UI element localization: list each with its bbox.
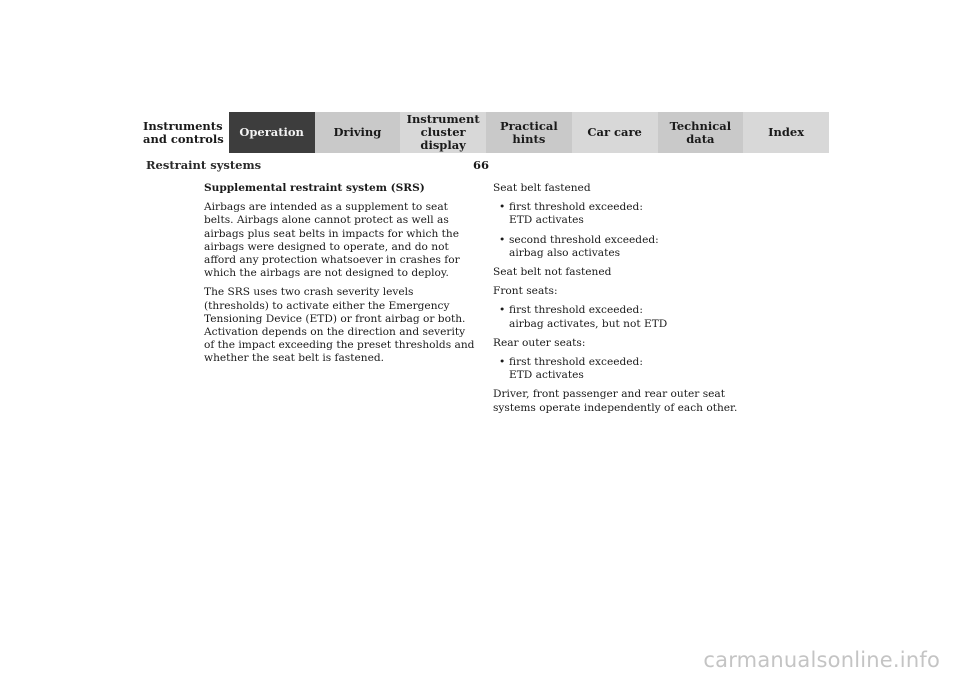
bullet-icon: • <box>499 304 506 317</box>
bullet-icon: • <box>499 233 506 246</box>
list-item <box>493 201 753 227</box>
tab-driving[interactable]: Driving <box>315 112 401 153</box>
srs-heading: Supplemental restraint system (SRS) <box>204 182 425 194</box>
right-column <box>493 182 753 421</box>
page-number: 66 <box>473 158 490 172</box>
front-seats-label: Front seats: <box>493 285 558 298</box>
bullet-text: first threshold exceeded: airbag activates, but not ETD <box>509 304 668 330</box>
list-item <box>493 356 753 382</box>
tab-car-care[interactable]: Car care <box>572 112 658 153</box>
list-item <box>493 234 753 260</box>
paragraph-airbags-supplement: Airbags are intended as a supplement to seat belts. Airbags alone cannot protect as well as airbags plus seat belts in impacts for which the airbags were designed to operate, and do not afford any protection whatsoever in crashes for which the airbags are not designed to deploy. <box>204 201 460 280</box>
bullet-text: first threshold exceeded: ETD activates <box>509 201 643 227</box>
section-title: Restraint systems <box>146 158 262 172</box>
seat-belt-fastened-label: Seat belt fastened <box>493 182 591 194</box>
bullet-text: first threshold exceeded: ETD activates <box>509 356 643 382</box>
rear-outer-seats-label: Rear outer seats: <box>493 336 586 349</box>
tab-practical-hints[interactable]: Practical hints <box>486 112 572 153</box>
tab-operation[interactable]: Operation <box>229 112 315 153</box>
paragraph-srs-thresholds: The SRS uses two crash severity levels (thresholds) to activate either the Emergency Tensioning Device (ETD) or front airbag or both. Activation depends on the direction and severity of the impact exceeding the preset thresholds and whether the seat belt is fastened. <box>204 286 475 365</box>
tab-index[interactable]: Index <box>743 112 829 153</box>
tab-technical-data[interactable]: Technical data <box>658 112 744 153</box>
list-item <box>493 304 753 330</box>
bullet-icon: • <box>499 201 506 214</box>
tab-instrument-cluster-display[interactable]: Instrument cluster display <box>400 112 486 153</box>
bullet-text: second threshold exceeded: airbag also activates <box>509 233 659 259</box>
tab-instruments-and-controls[interactable]: Instruments and controls <box>131 112 229 153</box>
section-tabs <box>131 112 829 153</box>
seat-belt-not-fastened-label: Seat belt not fastened <box>493 266 612 279</box>
left-column <box>204 182 476 372</box>
watermark-logo: carmanualsonline.info <box>703 648 940 672</box>
independent-systems-note: Driver, front passenger and rear outer seat systems operate independently of each other. <box>493 388 738 414</box>
bullet-icon: • <box>499 356 506 369</box>
